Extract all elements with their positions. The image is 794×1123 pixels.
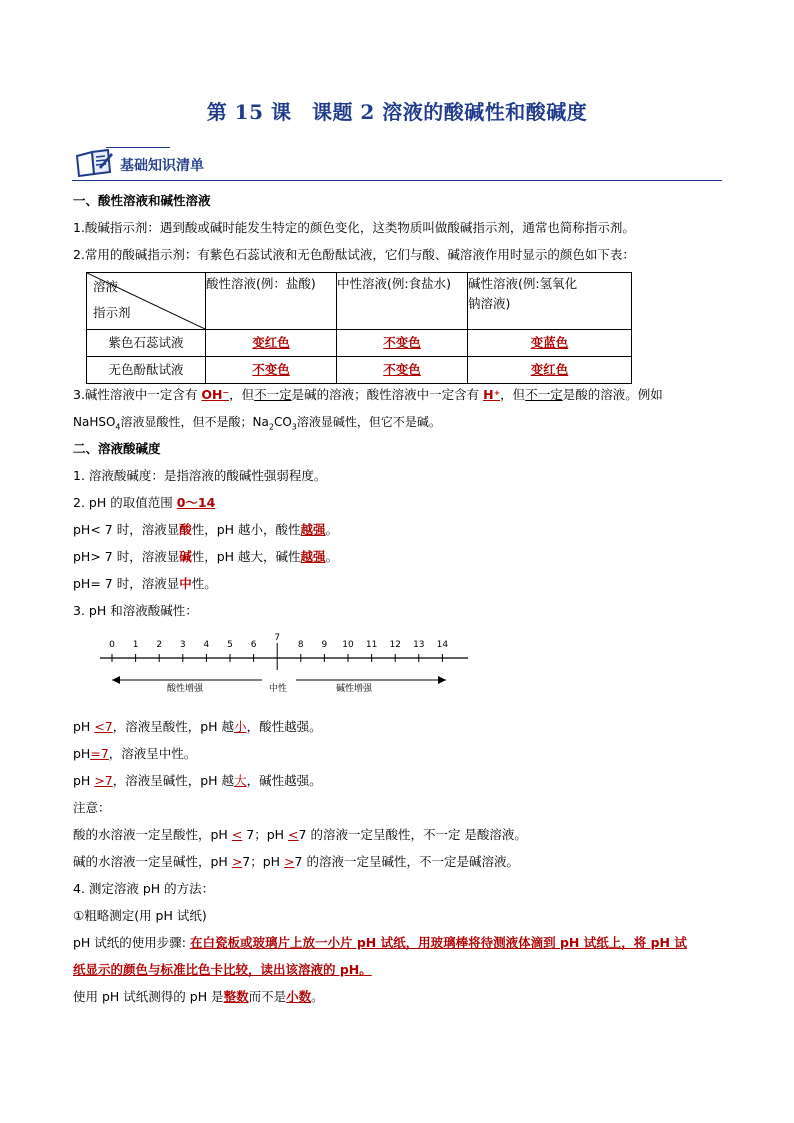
base-arrow-head [438,676,446,684]
text: 3.碱性溶液中一定含有 [73,387,202,402]
header-acid: 酸性溶液(例：盐酸) [206,273,337,330]
answer: > [284,854,295,869]
corner-bottom-label: 指示剂 [93,305,131,320]
answer: 碱 [179,549,192,564]
text: pH= 7 时，溶液显 [73,576,180,591]
tick-label: 10 [342,640,354,650]
acid-label: 酸性增强 [166,684,204,694]
not-necessarily: 不一定 [525,387,563,402]
note-label: 注意： [73,800,111,815]
line-ph-lt7 [73,521,338,539]
line-measure-methods: 4. 测定溶液 pH 的方法： [73,881,215,896]
tick-label: 11 [365,640,378,650]
text: 7；pH [242,854,285,869]
not-necessarily: 不一定 [254,387,292,402]
header-neutral: 中性溶液(例:食盐水) [337,273,468,330]
text: 7 的溶液一定呈酸性，不一定 是酸溶液。 [298,827,527,842]
cell-base: 变红色 [530,362,569,377]
cell-acid: 不变色 [252,362,290,377]
line-integer-result [73,988,324,1006]
tick-label: 2 [156,640,163,650]
text: 性。 [191,576,217,591]
line-rough-measure: ①粗略测定(用 pH 试纸) [73,908,207,923]
cell-neutral: 不变色 [383,335,421,350]
text: ，溶液呈碱性，pH 越 [112,773,235,788]
line-ph-eq7 [73,575,217,593]
text: pH [73,773,95,788]
tick-label: 7 [274,633,281,643]
text: NaHSO [73,415,116,429]
table-row [87,357,632,384]
tick-label: 8 [297,640,304,650]
indicator-table [86,272,632,384]
text: 7；pH [242,827,289,842]
table-corner-cell [87,273,206,330]
section-divider [72,180,722,181]
corner-top-label: 溶液 [93,279,119,294]
h-ion: H⁺ [483,387,501,402]
tick-label: 9 [321,640,328,650]
header-base [468,273,632,330]
paragraph-ions [73,386,663,404]
cell-neutral: 不变色 [383,362,421,377]
acid-arrow-head [112,676,120,684]
text: pH [73,746,91,761]
text: 。 [325,549,339,564]
text: 而不是 [248,989,287,1004]
text: pH> 7 时，溶液显 [73,549,180,564]
note-acid [73,826,527,844]
header-base-line2: 钠溶液) [468,296,511,311]
row-name: 无色酚酞试液 [87,357,206,384]
tick-label: 14 [436,640,449,650]
line-test-paper-steps [73,934,687,952]
line-ph-range [73,494,215,512]
table-row [87,330,632,357]
text: CO [273,415,292,429]
answer: 小 [234,719,247,734]
subscript: 4 [115,422,121,432]
answer: 酸 [179,522,192,537]
base-label: 碱性增强 [335,684,373,694]
text: 性，pH 越大，碱性 [191,549,301,564]
paragraph-common-indicators: 2.常用的酸碱指示剂：有紫色石蕊试液和无色酚酞试液，它们与酸、碱溶液作用时显示的颜色如下表： [73,247,635,262]
paragraph-indicator-definition: 1.酸碱指示剂：遇到酸或碱时能发生特定的颜色变化，这类物质叫做酸碱指示剂，通常也简称指示剂。 [73,220,635,235]
text: 7 的溶液一定呈碱性，不一定是碱溶液。 [294,854,519,869]
line-test-paper-steps-2 [73,961,372,979]
answer: 小数 [286,989,312,1004]
heading-acid-base-solutions: 一、酸性溶液和碱性溶液 [73,193,211,208]
answer: 大 [234,773,247,788]
oh-ion: OH⁻ [201,387,230,402]
text: ，溶液呈酸性，pH 越 [112,719,235,734]
answer: 越强 [300,522,326,537]
text: pH< 7 时，溶液显 [73,522,180,537]
answer: < [231,827,243,842]
answer: 中 [179,576,192,591]
answer: >7 [94,773,113,788]
text: 碱的水溶液一定呈碱性，pH [73,854,232,869]
ph-scale-diagram [100,630,470,700]
line-ph-definition: 1. 溶液酸碱度：是指溶液的酸碱性强弱程度。 [73,468,327,483]
text: ，溶液呈中性。 [108,746,197,761]
text: ，碱性越强。 [246,773,322,788]
cell-base: 变蓝色 [530,335,569,350]
tick-label: 3 [179,640,186,650]
text: pH [73,719,95,734]
text: 性，pH 越小，酸性 [191,522,301,537]
text: 。 [311,989,324,1004]
answer: 越强 [300,549,326,564]
text: 是碱的溶液；酸性溶液中一定含有 [291,387,484,402]
tick-label: 0 [109,640,115,650]
answer: > [231,854,243,869]
line-ph-acidic [73,718,322,736]
answer: =7 [90,746,109,761]
text: 2. pH 的取值范围 [73,495,177,510]
text: ，但 [500,387,526,402]
answer: < [288,827,299,842]
text: ，酸性越强。 [246,719,322,734]
page-title: 第 15 课 课题 2 溶液的酸碱性和酸碱度 [206,100,588,124]
subscript: 3 [291,422,297,432]
text: pH 试纸的使用步骤: [73,935,190,950]
cell-acid: 变红色 [252,335,290,350]
answer: <7 [94,719,113,734]
text: ，但 [229,387,255,402]
text: 酸的水溶液一定呈酸性，pH [73,827,232,842]
header-base-line1: 碱性溶液(例:氢氧化 [468,276,578,291]
answer: 在白瓷板或玻璃片上放一小片 pH 试纸，用玻璃棒将待测液体滴到 pH 试纸上，将 pH 试 [190,935,687,950]
tick-label: 12 [389,640,401,650]
text: 使用 pH 试纸测得的 pH 是 [73,989,224,1004]
line-ph-neutral [73,745,196,763]
text: 是酸的溶液。例如 [562,387,663,402]
line-ph-scale-intro: 3. pH 和溶液酸碱性： [73,603,198,618]
neutral-label: 中性 [268,684,288,694]
text: 溶液显酸性，但不是酸；Na [120,415,269,429]
book-icon [74,148,114,178]
line-ph-gt7 [73,548,338,566]
section-decoration-line [106,147,170,148]
tick-label: 6 [250,640,257,650]
line-ph-basic [73,772,322,790]
text: 溶液显碱性，但它不是碱。 [296,415,441,429]
tick-label: 5 [227,640,233,650]
heading-ph: 二、溶液酸碱度 [73,441,161,456]
ph-range: 0～14 [176,495,216,510]
tick-label: 4 [203,640,210,650]
tick-label: 1 [132,640,139,650]
paragraph-examples [73,413,441,436]
answer: 整数 [223,989,249,1004]
tick-label: 13 [413,640,425,650]
row-name: 紫色石蕊试液 [87,330,206,357]
subscript: 2 [268,422,274,432]
text: 。 [325,522,339,537]
note-base [73,853,519,871]
answer: 纸显示的颜色与标准比色卡比较，读出该溶液的 pH。 [73,962,372,977]
section-label: 基础知识清单 [120,158,204,174]
